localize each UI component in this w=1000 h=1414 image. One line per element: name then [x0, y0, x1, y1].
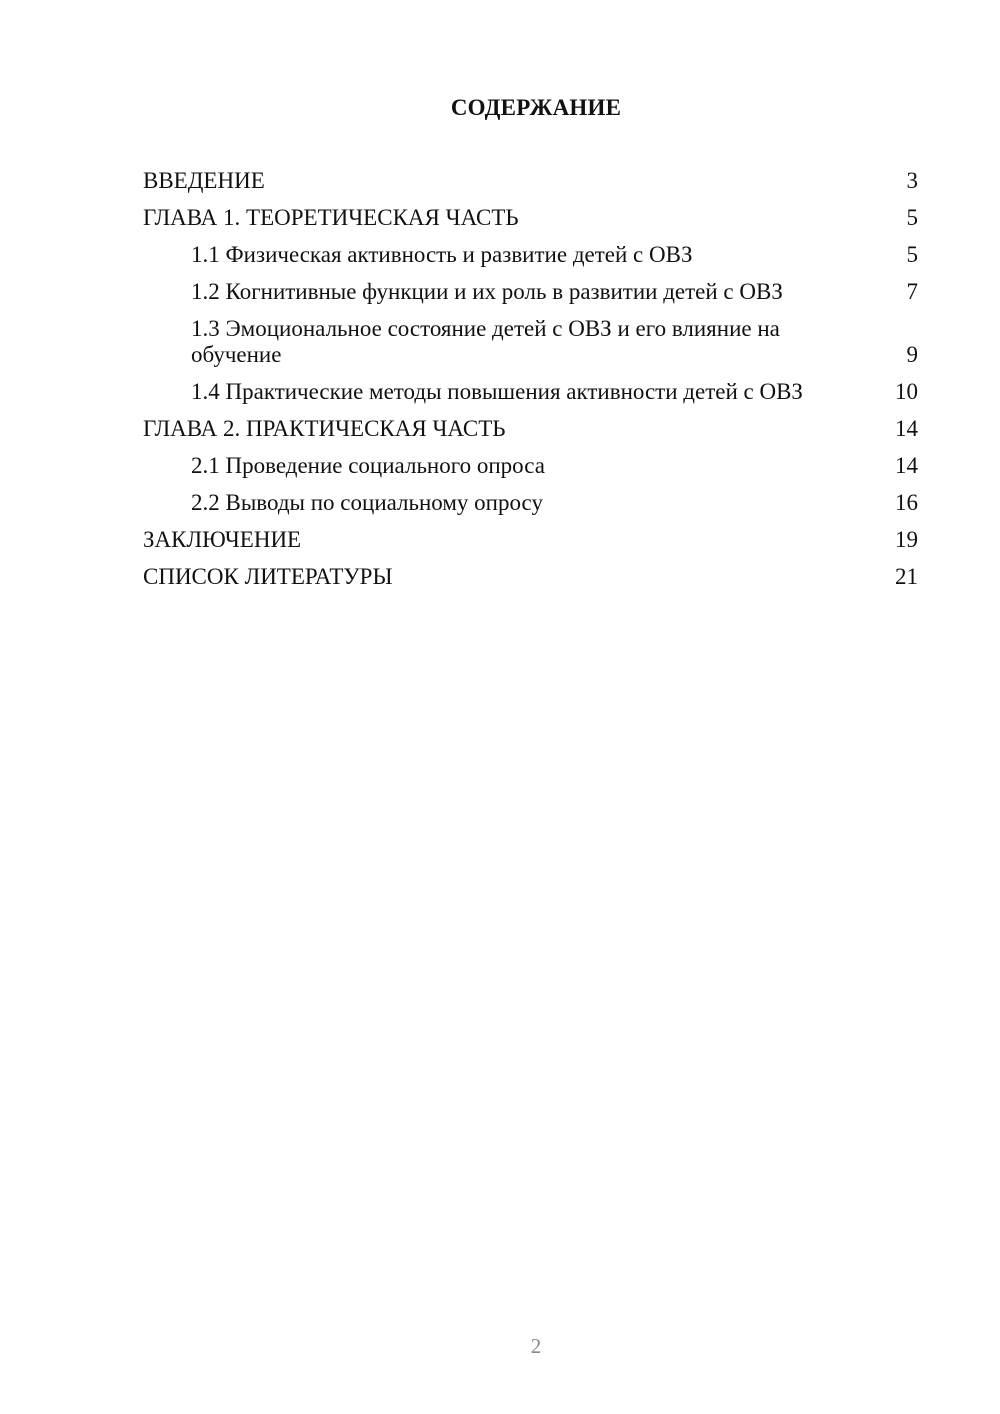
toc-entry-page: 16 [895, 490, 918, 515]
toc-entry-conclusion[interactable] [143, 527, 918, 553]
toc-entry-page: 21 [895, 564, 918, 589]
page-number: 2 [530, 1334, 542, 1358]
toc-entry-page: 9 [906, 342, 918, 367]
toc-entry-text: 2.2 Выводы по социальному опросу [191, 490, 543, 515]
toc-entry-section-2-2[interactable] [143, 490, 918, 516]
table-of-contents [143, 168, 918, 601]
toc-entry-section-1-4[interactable] [143, 379, 918, 405]
toc-entry-section-1-3[interactable] [143, 316, 918, 368]
toc-entry-text: СПИСОК ЛИТЕРАТУРЫ [143, 564, 393, 589]
toc-entry-page: 14 [895, 416, 918, 441]
toc-entry-text: ВВЕДЕНИЕ [143, 168, 265, 193]
toc-entry-section-1-2[interactable] [143, 279, 918, 305]
toc-entry-section-1-1[interactable] [143, 242, 918, 268]
toc-entry-page: 10 [895, 379, 918, 404]
toc-entry-text: 2.1 Проведение социального опроса [191, 453, 545, 478]
toc-entry-page: 5 [906, 242, 918, 267]
toc-entry-page: 3 [906, 168, 918, 193]
toc-entry-page: 5 [906, 205, 918, 230]
toc-entry-chapter-2[interactable] [143, 416, 918, 442]
toc-entry-references[interactable] [143, 564, 918, 590]
toc-entry-page: 14 [895, 453, 918, 478]
toc-entry-text: ЗАКЛЮЧЕНИЕ [143, 527, 302, 552]
toc-entry-section-2-1[interactable] [143, 453, 918, 479]
toc-entry-text: ГЛАВА 1. ТЕОРЕТИЧЕСКАЯ ЧАСТЬ [143, 205, 519, 230]
toc-entry-page: 19 [895, 527, 918, 552]
toc-entry-introduction[interactable] [143, 168, 918, 194]
toc-entry-text: 1.1 Физическая активность и развитие детей с ОВЗ [191, 242, 693, 267]
toc-entry-text: 1.3 Эмоциональное состояние детей с ОВЗ и его влияние на обучение [191, 316, 780, 367]
toc-entry-text: ГЛАВА 2. ПРАКТИЧЕСКАЯ ЧАСТЬ [143, 416, 506, 441]
toc-entry-text: 1.4 Практические методы повышения активности детей с ОВЗ [191, 379, 803, 404]
toc-entry-page: 7 [906, 279, 918, 304]
toc-entry-chapter-1[interactable] [143, 205, 918, 231]
toc-entry-text: 1.2 Когнитивные функции и их роль в развитии детей с ОВЗ [191, 279, 783, 304]
page-title: СОДЕРЖАНИЕ [450, 95, 622, 120]
